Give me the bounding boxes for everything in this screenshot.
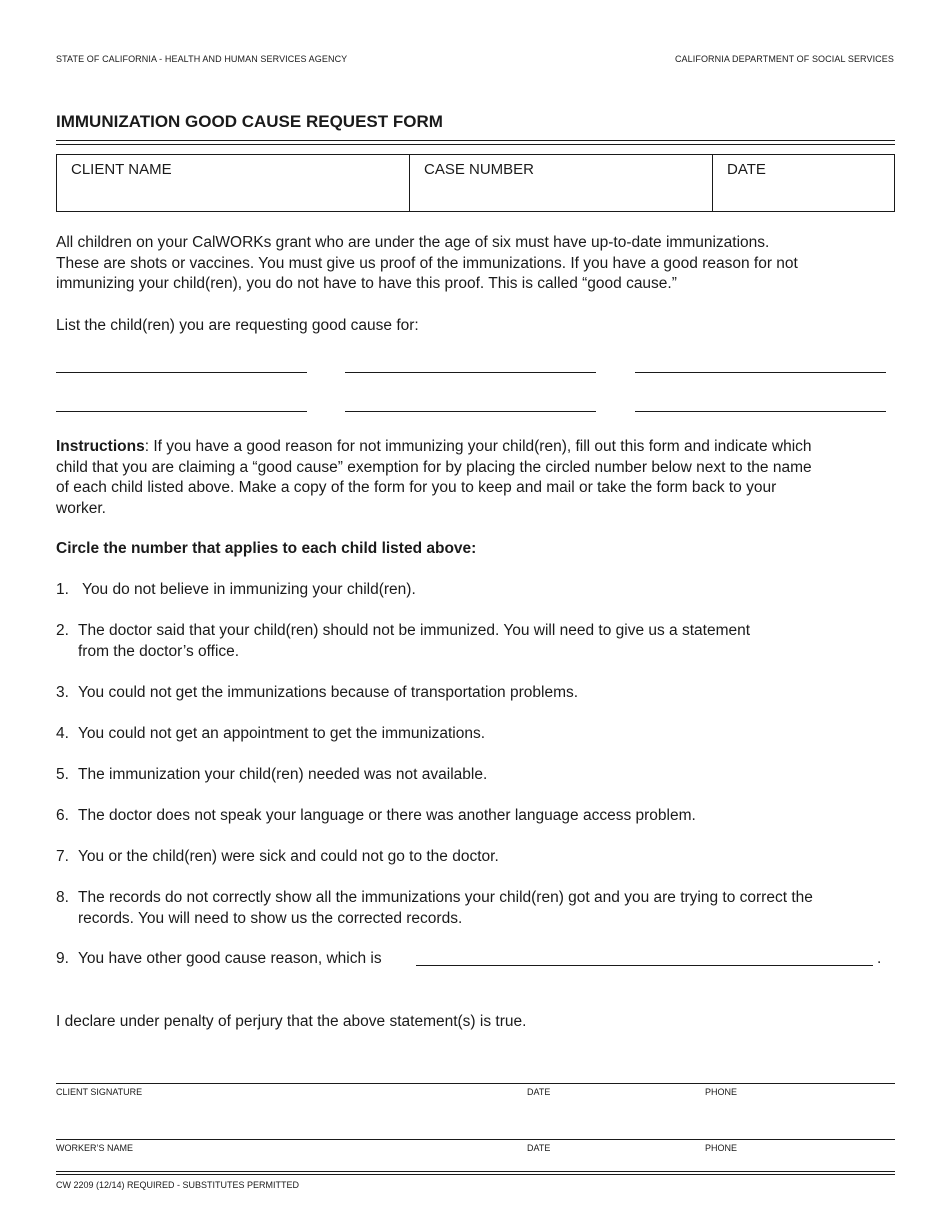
reason-2-line-2: from the doctor’s office. <box>78 642 240 660</box>
reason-7-number[interactable]: 7. <box>56 848 69 865</box>
reason-2-text <box>78 621 896 662</box>
worker-phone-label: PHONE <box>705 1143 738 1153</box>
child-name-line-4[interactable] <box>56 411 307 412</box>
reason-9-text: You have other good cause reason, which is <box>78 950 382 967</box>
form-footer: CW 2209 (12/14) REQUIRED - SUBSTITUTES PERMITTED <box>56 1180 300 1190</box>
intro-line-3: immunizing your child(ren), you do not have to have this proof. This is called “good cause.” <box>56 275 677 292</box>
date-label: DATE <box>727 161 766 178</box>
reason-1-number[interactable]: 1. <box>56 581 69 598</box>
instructions-line-4: worker. <box>56 499 106 517</box>
reason-9-number[interactable]: 9. <box>56 950 69 967</box>
worker-name-line[interactable] <box>56 1139 895 1140</box>
reason-5-number[interactable]: 5. <box>56 766 69 783</box>
reason-1-line-1: You do not believe in immunizing your child(ren). <box>78 581 416 598</box>
list-prompt: List the child(ren) you are requesting good cause for: <box>56 317 419 334</box>
worker-date-label: DATE <box>527 1143 551 1153</box>
department-header: CALIFORNIA DEPARTMENT OF SOCIAL SERVICES <box>674 54 894 64</box>
date-field[interactable] <box>713 155 894 211</box>
instructions-line-1: : If you have a good reason for not immunizing your child(ren), fill out this form and indicate which <box>144 438 812 455</box>
client-info-box <box>56 154 895 212</box>
footer-rule-top <box>56 1171 895 1172</box>
instructions-line-3: of each child listed above. Make a copy of the form for you to keep and mail or take the form back to your <box>56 479 777 496</box>
declaration: I declare under penalty of perjury that the above statement(s) is true. <box>56 1013 527 1030</box>
child-name-line-3[interactable] <box>635 372 886 373</box>
intro-line-2: These are shots or vaccines. You must give us proof of the immunizations. If you have a good reason for not <box>56 254 798 272</box>
reason-6-number[interactable]: 6. <box>56 807 69 824</box>
title-rule-bottom <box>56 144 895 145</box>
case-number-field[interactable] <box>410 155 713 211</box>
intro-line-1: All children on your CalWORKs grant who are under the age of six must have up-to-date immunizations. <box>56 234 770 251</box>
reason-8-text <box>78 888 896 929</box>
client-signature-label: CLIENT SIGNATURE <box>56 1087 143 1097</box>
child-name-line-6[interactable] <box>635 411 886 412</box>
client-name-label: CLIENT NAME <box>71 161 172 178</box>
child-name-line-1[interactable] <box>56 372 307 373</box>
agency-header: STATE OF CALIFORNIA - HEALTH AND HUMAN SERVICES AGENCY <box>56 54 348 64</box>
client-date-label: DATE <box>527 1087 551 1097</box>
reason-7-text: You or the child(ren) were sick and could not go to the doctor. <box>78 848 499 865</box>
reason-2-line-1: The doctor said that your child(ren) should not be immunized. You will need to give us a statement <box>78 622 751 639</box>
reason-2-number[interactable]: 2. <box>56 622 69 639</box>
instructions-line-2: child that you are claiming a “good cause” exemption for by placing the circled number below next to the name <box>56 458 812 476</box>
title-rule-top <box>56 140 895 141</box>
case-number-label: CASE NUMBER <box>424 161 535 178</box>
reason-3-number[interactable]: 3. <box>56 684 69 701</box>
form-title: IMMUNIZATION GOOD CAUSE REQUEST FORM <box>56 112 443 131</box>
reason-6-text: The doctor does not speak your language or there was another language access problem. <box>78 807 696 824</box>
client-phone-label: PHONE <box>705 1087 738 1097</box>
intro-paragraph <box>56 233 896 295</box>
reason-8-number[interactable]: 8. <box>56 889 69 906</box>
child-name-line-2[interactable] <box>345 372 596 373</box>
reason-9-period: . <box>877 950 882 967</box>
reason-9-fill-line[interactable] <box>416 965 873 966</box>
reason-8-line-1: The records do not correctly show all the immunizations your child(ren) got and you are trying to correct the <box>78 889 813 906</box>
circle-heading: Circle the number that applies to each child listed above: <box>56 540 477 557</box>
reason-5-text: The immunization your child(ren) needed was not available. <box>78 766 488 783</box>
client-name-field[interactable] <box>57 155 410 211</box>
client-signature-line[interactable] <box>56 1083 895 1084</box>
instructions-label: Instructions <box>56 438 145 455</box>
reason-4-text: You could not get an appointment to get the immunizations. <box>78 725 486 742</box>
reason-1-text <box>78 580 896 601</box>
reason-3-text: You could not get the immunizations because of transportation problems. <box>78 684 579 701</box>
instructions-paragraph <box>56 437 896 519</box>
reason-4-number[interactable]: 4. <box>56 725 69 742</box>
child-name-line-5[interactable] <box>345 411 596 412</box>
footer-rule-bottom <box>56 1174 895 1175</box>
worker-name-label: WORKER’S NAME <box>56 1143 134 1153</box>
reason-8-line-2: records. You will need to show us the corrected records. <box>78 909 463 927</box>
